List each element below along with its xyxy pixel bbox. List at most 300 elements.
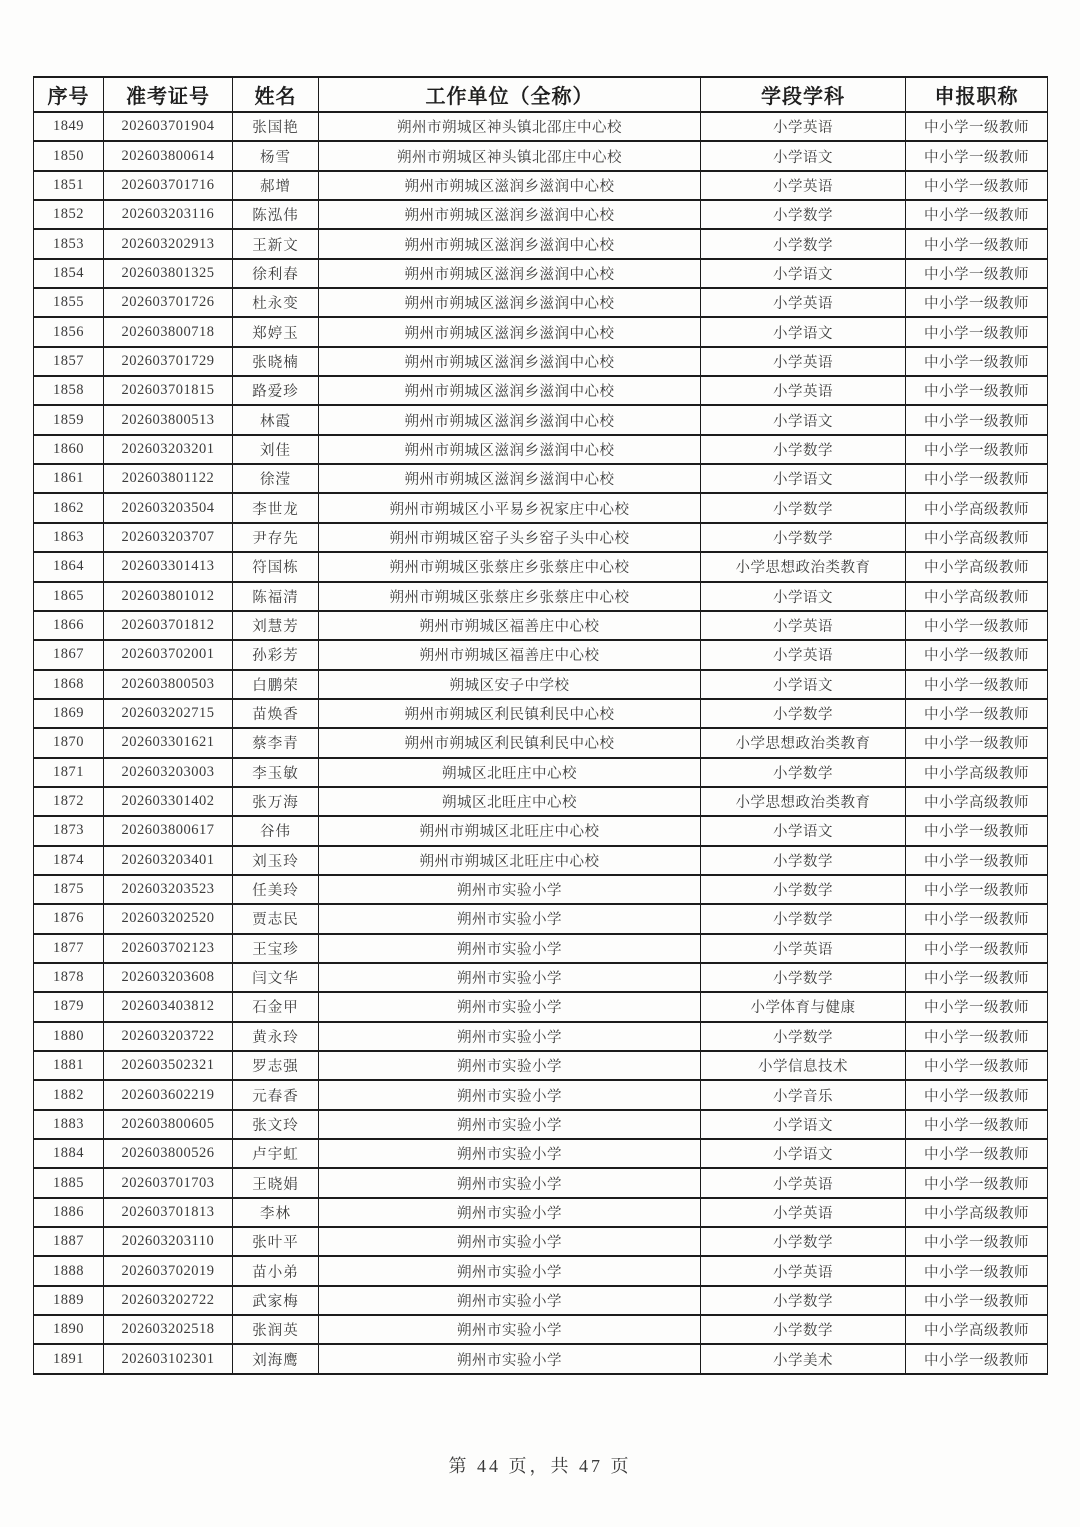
cell-serial-number: 1860	[34, 435, 104, 464]
cell-name: 徐滢	[233, 464, 319, 493]
cell-subject: 小学英语	[701, 347, 906, 376]
cell-work-unit: 朔州市朔城区滋润乡滋润中心校	[319, 317, 701, 346]
table-row	[34, 1198, 1048, 1227]
table-row	[34, 582, 1048, 611]
cell-work-unit: 朔州市朔城区滋润乡滋润中心校	[319, 347, 701, 376]
cell-serial-number: 1871	[34, 758, 104, 787]
cell-serial-number: 1889	[34, 1286, 104, 1315]
cell-name: 李玉敏	[233, 758, 319, 787]
cell-work-unit: 朔州市实验小学	[319, 963, 701, 992]
cell-subject: 小学数学	[701, 1227, 906, 1256]
cell-declared-title: 中小学一级教师	[906, 816, 1048, 845]
cell-declared-title: 中小学一级教师	[906, 347, 1048, 376]
cell-serial-number: 1857	[34, 347, 104, 376]
cell-work-unit: 朔州市实验小学	[319, 1168, 701, 1197]
cell-name: 杜永变	[233, 288, 319, 317]
cell-name: 白鹏荣	[233, 670, 319, 699]
table-row	[34, 405, 1048, 434]
cell-subject: 小学思想政治类教育	[701, 728, 906, 757]
cell-name: 苗焕香	[233, 699, 319, 728]
cell-ticket-number: 202603800617	[104, 816, 233, 845]
cell-declared-title: 中小学高级教师	[906, 787, 1048, 816]
cell-ticket-number: 202603202722	[104, 1286, 233, 1315]
cell-serial-number: 1863	[34, 523, 104, 552]
cell-subject: 小学语文	[701, 259, 906, 288]
cell-name: 刘佳	[233, 435, 319, 464]
cell-declared-title: 中小学高级教师	[906, 552, 1048, 581]
cell-serial-number: 1853	[34, 229, 104, 258]
table-row	[34, 435, 1048, 464]
cell-ticket-number: 202603403812	[104, 992, 233, 1021]
cell-serial-number: 1885	[34, 1168, 104, 1197]
cell-serial-number: 1856	[34, 317, 104, 346]
cell-subject: 小学体育与健康	[701, 992, 906, 1021]
cell-work-unit: 朔州市实验小学	[319, 1344, 701, 1373]
cell-name: 符国栋	[233, 552, 319, 581]
cell-work-unit: 朔州市实验小学	[319, 934, 701, 963]
cell-subject: 小学英语	[701, 640, 906, 669]
cell-declared-title: 中小学一级教师	[906, 1022, 1048, 1051]
cell-ticket-number: 202603701726	[104, 288, 233, 317]
cell-subject: 小学数学	[701, 1315, 906, 1344]
cell-work-unit: 朔州市朔城区滋润乡滋润中心校	[319, 435, 701, 464]
table-row	[34, 347, 1048, 376]
cell-name: 张叶平	[233, 1227, 319, 1256]
cell-declared-title: 中小学一级教师	[906, 229, 1048, 258]
cell-work-unit: 朔州市朔城区利民镇利民中心校	[319, 728, 701, 757]
cell-work-unit: 朔州市朔城区北旺庄中心校	[319, 816, 701, 845]
cell-name: 李世龙	[233, 493, 319, 522]
cell-subject: 小学音乐	[701, 1080, 906, 1109]
cell-ticket-number: 202603502321	[104, 1051, 233, 1080]
cell-declared-title: 中小学一级教师	[906, 1168, 1048, 1197]
cell-work-unit: 朔城区北旺庄中心校	[319, 758, 701, 787]
header-work-unit: 工作单位（全称）	[319, 77, 701, 112]
cell-ticket-number: 202603701815	[104, 376, 233, 405]
cell-name: 苗小弟	[233, 1256, 319, 1285]
cell-declared-title: 中小学一级教师	[906, 1227, 1048, 1256]
cell-work-unit: 朔州市朔城区福善庄中心校	[319, 611, 701, 640]
table-row	[34, 1022, 1048, 1051]
cell-subject: 小学语文	[701, 464, 906, 493]
cell-work-unit: 朔州市朔城区滋润乡滋润中心校	[319, 405, 701, 434]
cell-serial-number: 1884	[34, 1139, 104, 1168]
cell-subject: 小学数学	[701, 904, 906, 933]
cell-name: 任美玲	[233, 875, 319, 904]
table-row	[34, 112, 1048, 141]
cell-work-unit: 朔州市朔城区滋润乡滋润中心校	[319, 288, 701, 317]
cell-ticket-number: 202603801122	[104, 464, 233, 493]
cell-subject: 小学思想政治类教育	[701, 787, 906, 816]
table-row	[34, 259, 1048, 288]
cell-subject: 小学语文	[701, 816, 906, 845]
table-row	[34, 1344, 1048, 1373]
cell-work-unit: 朔州市朔城区滋润乡滋润中心校	[319, 376, 701, 405]
cell-serial-number: 1873	[34, 816, 104, 845]
table-row	[34, 1315, 1048, 1344]
cell-name: 刘玉玲	[233, 846, 319, 875]
cell-declared-title: 中小学一级教师	[906, 934, 1048, 963]
cell-ticket-number: 202603800526	[104, 1139, 233, 1168]
cell-declared-title: 中小学一级教师	[906, 875, 1048, 904]
cell-serial-number: 1891	[34, 1344, 104, 1373]
header-serial-number: 序号	[34, 77, 104, 112]
table-row	[34, 141, 1048, 170]
cell-ticket-number: 202603203003	[104, 758, 233, 787]
cell-serial-number: 1867	[34, 640, 104, 669]
cell-serial-number: 1864	[34, 552, 104, 581]
cell-name: 黄永玲	[233, 1022, 319, 1051]
cell-declared-title: 中小学一级教师	[906, 376, 1048, 405]
table-header-row	[34, 77, 1048, 112]
table-row	[34, 640, 1048, 669]
cell-name: 王新文	[233, 229, 319, 258]
cell-subject: 小学语文	[701, 317, 906, 346]
cell-serial-number: 1883	[34, 1110, 104, 1139]
cell-serial-number: 1854	[34, 259, 104, 288]
cell-ticket-number: 202603203523	[104, 875, 233, 904]
cell-serial-number: 1874	[34, 846, 104, 875]
cell-ticket-number: 202603701812	[104, 611, 233, 640]
cell-declared-title: 中小学高级教师	[906, 758, 1048, 787]
cell-serial-number: 1870	[34, 728, 104, 757]
cell-name: 元春香	[233, 1080, 319, 1109]
table-row	[34, 1110, 1048, 1139]
cell-declared-title: 中小学一级教师	[906, 288, 1048, 317]
cell-declared-title: 中小学一级教师	[906, 171, 1048, 200]
cell-declared-title: 中小学一级教师	[906, 1051, 1048, 1080]
cell-ticket-number: 202603203110	[104, 1227, 233, 1256]
cell-serial-number: 1852	[34, 200, 104, 229]
cell-subject: 小学数学	[701, 846, 906, 875]
table-row	[34, 1256, 1048, 1285]
table-row	[34, 200, 1048, 229]
cell-declared-title: 中小学一级教师	[906, 611, 1048, 640]
cell-subject: 小学语文	[701, 1139, 906, 1168]
cell-declared-title: 中小学高级教师	[906, 1315, 1048, 1344]
table-row	[34, 317, 1048, 346]
cell-serial-number: 1862	[34, 493, 104, 522]
cell-declared-title: 中小学一级教师	[906, 1080, 1048, 1109]
cell-name: 贾志民	[233, 904, 319, 933]
table-row	[34, 1080, 1048, 1109]
cell-work-unit: 朔州市实验小学	[319, 1080, 701, 1109]
cell-ticket-number: 202603102301	[104, 1344, 233, 1373]
cell-ticket-number: 202603701904	[104, 112, 233, 141]
cell-work-unit: 朔州市实验小学	[319, 875, 701, 904]
table-body	[34, 112, 1048, 1374]
cell-work-unit: 朔州市实验小学	[319, 1110, 701, 1139]
table-row	[34, 493, 1048, 522]
cell-serial-number: 1880	[34, 1022, 104, 1051]
table-row	[34, 229, 1048, 258]
cell-subject: 小学语文	[701, 670, 906, 699]
cell-name: 尹存先	[233, 523, 319, 552]
cell-serial-number: 1865	[34, 582, 104, 611]
cell-ticket-number: 202603800503	[104, 670, 233, 699]
cell-ticket-number: 202603701729	[104, 347, 233, 376]
table-row	[34, 171, 1048, 200]
cell-subject: 小学语文	[701, 141, 906, 170]
header-declared-title: 申报职称	[906, 77, 1048, 112]
cell-serial-number: 1879	[34, 992, 104, 1021]
cell-declared-title: 中小学一级教师	[906, 846, 1048, 875]
cell-work-unit: 朔州市朔城区北旺庄中心校	[319, 846, 701, 875]
table-row	[34, 1168, 1048, 1197]
header-ticket-number: 准考证号	[104, 77, 233, 112]
cell-ticket-number: 202603701813	[104, 1198, 233, 1227]
cell-name: 罗志强	[233, 1051, 319, 1080]
cell-name: 郝增	[233, 171, 319, 200]
cell-ticket-number: 202603800614	[104, 141, 233, 170]
cell-name: 卢宇虹	[233, 1139, 319, 1168]
table-row	[34, 875, 1048, 904]
header-name: 姓名	[233, 77, 319, 112]
cell-name: 刘海鹰	[233, 1344, 319, 1373]
cell-declared-title: 中小学一级教师	[906, 1139, 1048, 1168]
cell-serial-number: 1850	[34, 141, 104, 170]
cell-serial-number: 1872	[34, 787, 104, 816]
cell-subject: 小学语文	[701, 582, 906, 611]
cell-ticket-number: 202603301402	[104, 787, 233, 816]
cell-name: 孙彩芳	[233, 640, 319, 669]
table-row	[34, 1286, 1048, 1315]
cell-serial-number: 1890	[34, 1315, 104, 1344]
cell-name: 张润英	[233, 1315, 319, 1344]
table-row	[34, 288, 1048, 317]
cell-ticket-number: 202603702001	[104, 640, 233, 669]
cell-subject: 小学语文	[701, 1110, 906, 1139]
cell-work-unit: 朔州市实验小学	[319, 1022, 701, 1051]
cell-ticket-number: 202603301413	[104, 552, 233, 581]
cell-subject: 小学思想政治类教育	[701, 552, 906, 581]
cell-work-unit: 朔城区安子中学校	[319, 670, 701, 699]
cell-ticket-number: 202603203116	[104, 200, 233, 229]
table-row	[34, 992, 1048, 1021]
cell-serial-number: 1888	[34, 1256, 104, 1285]
cell-serial-number: 1855	[34, 288, 104, 317]
cell-name: 李林	[233, 1198, 319, 1227]
cell-ticket-number: 202603800513	[104, 405, 233, 434]
cell-name: 蔡李青	[233, 728, 319, 757]
cell-work-unit: 朔州市实验小学	[319, 1286, 701, 1315]
cell-work-unit: 朔州市实验小学	[319, 1198, 701, 1227]
table-row	[34, 963, 1048, 992]
cell-serial-number: 1858	[34, 376, 104, 405]
cell-ticket-number: 202603203401	[104, 846, 233, 875]
cell-name: 石金甲	[233, 992, 319, 1021]
cell-serial-number: 1875	[34, 875, 104, 904]
candidate-roster-table	[33, 76, 1048, 1375]
table-row	[34, 846, 1048, 875]
cell-ticket-number: 202603202518	[104, 1315, 233, 1344]
cell-declared-title: 中小学一级教师	[906, 435, 1048, 464]
cell-serial-number: 1869	[34, 699, 104, 728]
cell-ticket-number: 202603800718	[104, 317, 233, 346]
cell-work-unit: 朔州市朔城区张蔡庄乡张蔡庄中心校	[319, 582, 701, 611]
cell-name: 张万海	[233, 787, 319, 816]
cell-subject: 小学英语	[701, 376, 906, 405]
table-row	[34, 670, 1048, 699]
cell-ticket-number: 202603701703	[104, 1168, 233, 1197]
cell-serial-number: 1886	[34, 1198, 104, 1227]
table-row	[34, 787, 1048, 816]
cell-work-unit: 朔州市朔城区滋润乡滋润中心校	[319, 229, 701, 258]
cell-serial-number: 1881	[34, 1051, 104, 1080]
cell-ticket-number: 202603702019	[104, 1256, 233, 1285]
cell-serial-number: 1882	[34, 1080, 104, 1109]
table-row	[34, 934, 1048, 963]
cell-subject: 小学英语	[701, 934, 906, 963]
cell-serial-number: 1861	[34, 464, 104, 493]
cell-ticket-number: 202603203722	[104, 1022, 233, 1051]
cell-name: 谷伟	[233, 816, 319, 845]
cell-declared-title: 中小学一级教师	[906, 640, 1048, 669]
cell-ticket-number: 202603701716	[104, 171, 233, 200]
cell-name: 王宝珍	[233, 934, 319, 963]
cell-serial-number: 1876	[34, 904, 104, 933]
cell-subject: 小学数学	[701, 493, 906, 522]
cell-ticket-number: 202603702123	[104, 934, 233, 963]
cell-name: 杨雪	[233, 141, 319, 170]
table-row	[34, 1051, 1048, 1080]
cell-declared-title: 中小学一级教师	[906, 1344, 1048, 1373]
cell-subject: 小学语文	[701, 405, 906, 434]
cell-serial-number: 1878	[34, 963, 104, 992]
cell-serial-number: 1868	[34, 670, 104, 699]
cell-name: 闫文华	[233, 963, 319, 992]
table-row	[34, 611, 1048, 640]
cell-ticket-number: 202603203504	[104, 493, 233, 522]
cell-ticket-number: 202603202913	[104, 229, 233, 258]
cell-declared-title: 中小学一级教师	[906, 728, 1048, 757]
cell-declared-title: 中小学一级教师	[906, 464, 1048, 493]
cell-declared-title: 中小学高级教师	[906, 493, 1048, 522]
cell-subject: 小学数学	[701, 200, 906, 229]
cell-name: 路爱珍	[233, 376, 319, 405]
cell-subject: 小学英语	[701, 288, 906, 317]
cell-work-unit: 朔州市实验小学	[319, 1315, 701, 1344]
cell-subject: 小学信息技术	[701, 1051, 906, 1080]
cell-declared-title: 中小学一级教师	[906, 699, 1048, 728]
cell-subject: 小学数学	[701, 963, 906, 992]
cell-work-unit: 朔城区北旺庄中心校	[319, 787, 701, 816]
cell-name: 陈福清	[233, 582, 319, 611]
cell-ticket-number: 202603602219	[104, 1080, 233, 1109]
cell-ticket-number: 202603800605	[104, 1110, 233, 1139]
table-row	[34, 1227, 1048, 1256]
cell-declared-title: 中小学一级教师	[906, 670, 1048, 699]
cell-subject: 小学英语	[701, 171, 906, 200]
table-row	[34, 904, 1048, 933]
cell-name: 武家梅	[233, 1286, 319, 1315]
cell-ticket-number: 202603301621	[104, 728, 233, 757]
cell-name: 徐利春	[233, 259, 319, 288]
cell-name: 郑婷玉	[233, 317, 319, 346]
table-row	[34, 1139, 1048, 1168]
cell-declared-title: 中小学一级教师	[906, 904, 1048, 933]
table-row	[34, 758, 1048, 787]
cell-serial-number: 1849	[34, 112, 104, 141]
cell-subject: 小学英语	[701, 1168, 906, 1197]
cell-ticket-number: 202603801012	[104, 582, 233, 611]
cell-declared-title: 中小学一级教师	[906, 1110, 1048, 1139]
cell-subject: 小学数学	[701, 229, 906, 258]
cell-work-unit: 朔州市实验小学	[319, 1139, 701, 1168]
cell-serial-number: 1877	[34, 934, 104, 963]
cell-declared-title: 中小学高级教师	[906, 523, 1048, 552]
cell-declared-title: 中小学一级教师	[906, 1256, 1048, 1285]
cell-work-unit: 朔州市朔城区神头镇北邵庄中心校	[319, 112, 701, 141]
cell-declared-title: 中小学高级教师	[906, 582, 1048, 611]
cell-name: 王晓娟	[233, 1168, 319, 1197]
cell-subject: 小学英语	[701, 1256, 906, 1285]
table-row	[34, 464, 1048, 493]
cell-work-unit: 朔州市实验小学	[319, 992, 701, 1021]
cell-ticket-number: 202603203707	[104, 523, 233, 552]
cell-serial-number: 1859	[34, 405, 104, 434]
cell-declared-title: 中小学一级教师	[906, 992, 1048, 1021]
cell-subject: 小学数学	[701, 1286, 906, 1315]
cell-subject: 小学数学	[701, 1022, 906, 1051]
cell-ticket-number: 202603801325	[104, 259, 233, 288]
table-row	[34, 816, 1048, 845]
cell-declared-title: 中小学一级教师	[906, 112, 1048, 141]
table-row	[34, 552, 1048, 581]
cell-declared-title: 中小学一级教师	[906, 200, 1048, 229]
cell-name: 陈泓伟	[233, 200, 319, 229]
cell-work-unit: 朔州市朔城区小平易乡祝家庄中心校	[319, 493, 701, 522]
cell-name: 张文玲	[233, 1110, 319, 1139]
cell-declared-title: 中小学高级教师	[906, 1198, 1048, 1227]
table-row	[34, 376, 1048, 405]
cell-subject: 小学数学	[701, 758, 906, 787]
cell-serial-number: 1851	[34, 171, 104, 200]
cell-work-unit: 朔州市朔城区滋润乡滋润中心校	[319, 171, 701, 200]
cell-subject: 小学数学	[701, 699, 906, 728]
cell-subject: 小学数学	[701, 435, 906, 464]
table-row	[34, 728, 1048, 757]
cell-ticket-number: 202603202715	[104, 699, 233, 728]
cell-declared-title: 中小学一级教师	[906, 405, 1048, 434]
cell-ticket-number: 202603203608	[104, 963, 233, 992]
cell-work-unit: 朔州市朔城区窑子头乡窑子头中心校	[319, 523, 701, 552]
cell-work-unit: 朔州市实验小学	[319, 1051, 701, 1080]
cell-declared-title: 中小学一级教师	[906, 317, 1048, 346]
cell-ticket-number: 202603203201	[104, 435, 233, 464]
cell-work-unit: 朔州市实验小学	[319, 904, 701, 933]
cell-declared-title: 中小学一级教师	[906, 259, 1048, 288]
cell-work-unit: 朔州市实验小学	[319, 1256, 701, 1285]
cell-work-unit: 朔州市实验小学	[319, 1227, 701, 1256]
cell-name: 刘慧芳	[233, 611, 319, 640]
header-subject: 学段学科	[701, 77, 906, 112]
cell-subject: 小学数学	[701, 523, 906, 552]
cell-subject: 小学英语	[701, 611, 906, 640]
cell-subject: 小学美术	[701, 1344, 906, 1373]
cell-name: 张国艳	[233, 112, 319, 141]
cell-subject: 小学数学	[701, 875, 906, 904]
cell-subject: 小学英语	[701, 1198, 906, 1227]
cell-work-unit: 朔州市朔城区滋润乡滋润中心校	[319, 464, 701, 493]
cell-work-unit: 朔州市朔城区利民镇利民中心校	[319, 699, 701, 728]
table-row	[34, 699, 1048, 728]
cell-serial-number: 1887	[34, 1227, 104, 1256]
cell-work-unit: 朔州市朔城区神头镇北邵庄中心校	[319, 141, 701, 170]
cell-work-unit: 朔州市朔城区张蔡庄乡张蔡庄中心校	[319, 552, 701, 581]
cell-work-unit: 朔州市朔城区福善庄中心校	[319, 640, 701, 669]
cell-ticket-number: 202603202520	[104, 904, 233, 933]
